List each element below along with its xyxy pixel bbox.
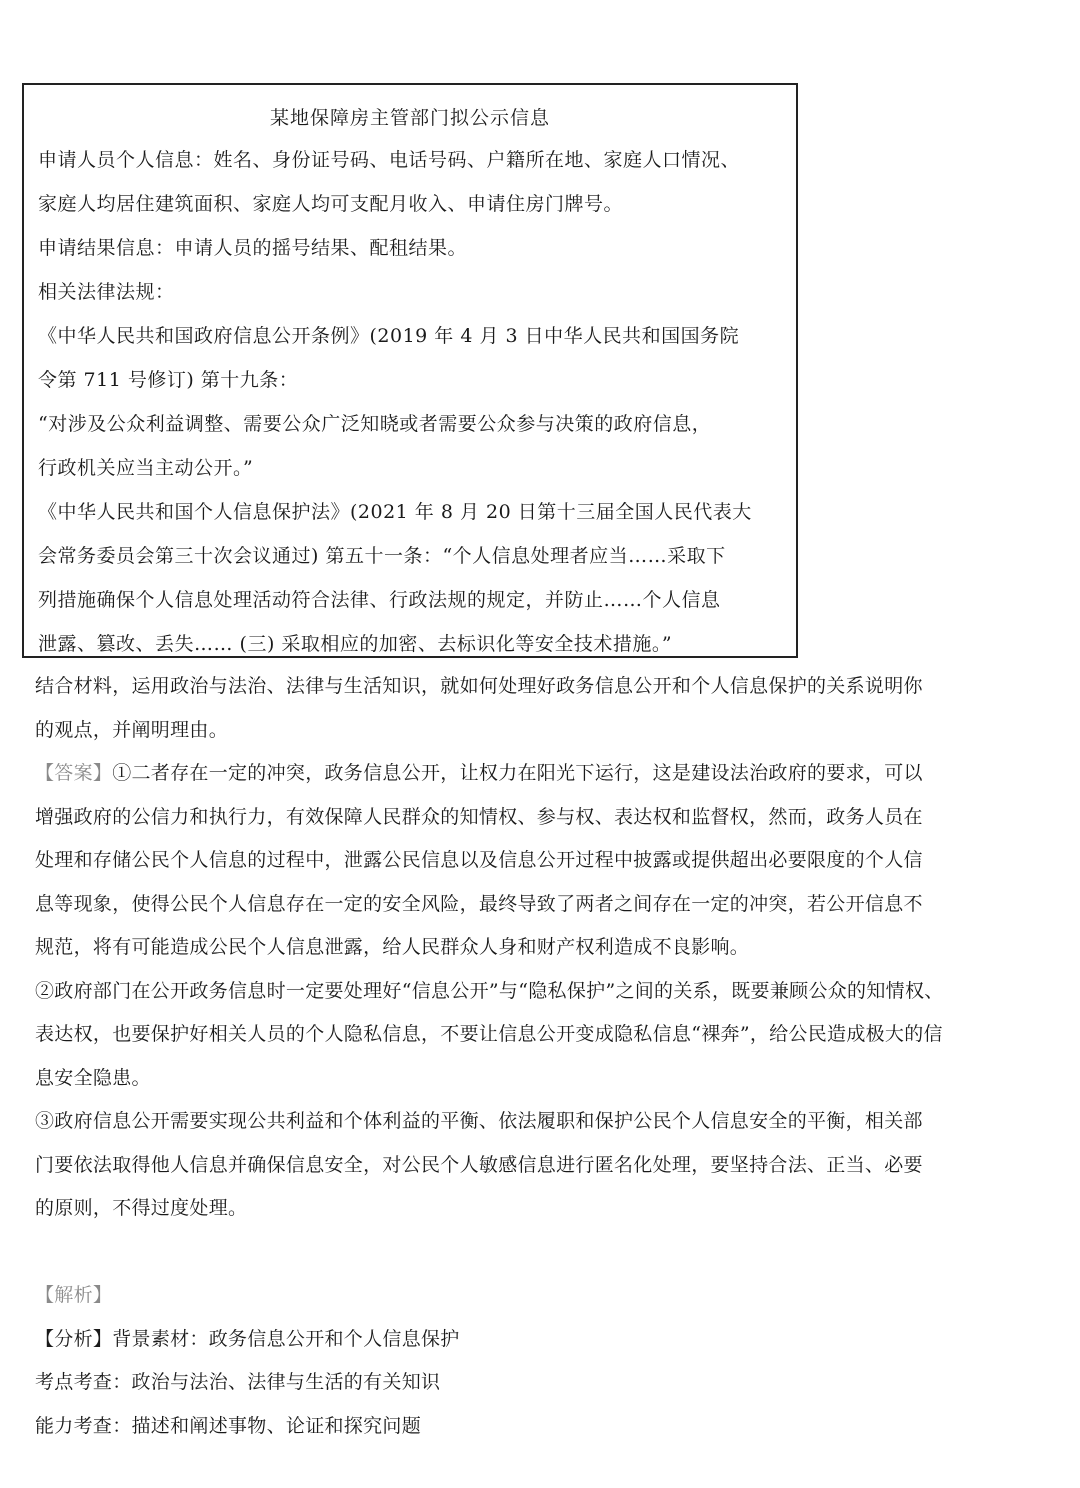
answer-line: [35, 1236, 1045, 1280]
notice-line: 《中华人民共和国个人信息保护法》(2021 年 8 月 20 日第十三届全国人民代表大: [38, 501, 752, 523]
analysis-line: 能力考查：描述和阐述事物、论证和探究问题: [35, 1414, 422, 1437]
notice-line: 列措施确保个人信息处理活动符合法律、行政法规的规定，并防止……个人信息: [38, 589, 721, 611]
notice-line: 申请人员个人信息：姓名、身份证号码、电话号码、户籍所在地、家庭人口情况、: [38, 149, 741, 171]
analysis-first-line: [35, 1323, 1045, 1367]
answer-line: 门要依法取得他人信息并确保信息安全，对公民个人敏感信息进行匿名化处理，要坚持合法、正当、必要: [35, 1153, 923, 1176]
notice-title: 某地保障房主管部门拟公示信息: [269, 107, 550, 129]
question-line: 结合材料，运用政治与法治、法律与生活知识，就如何处理好政务信息公开和个人信息保护的关系说明你: [35, 675, 923, 697]
answer-line: 息等现象，使得公民个人信息存在一定的安全风险，最终导致了两者之间存在一定的冲突，若公开信息不: [35, 892, 923, 915]
analysis-tag: 【解析】: [35, 1284, 113, 1306]
answer-line: 增强政府的公信力和执行力，有效保障人民群众的知情权、参与权、表达权和监督权，然而，政务人员在: [35, 805, 923, 828]
answer-text: ①二者存在一定的冲突，政务信息公开，让权力在阳光下运行，这是建设法治政府的要求，可以: [112, 762, 923, 784]
answer-line: 处理和存储公民个人信息的过程中，泄露公民信息以及信息公开过程中披露或提供超出必要限度的个人信: [35, 849, 923, 871]
notice-line: 会常务委员会第三十次会议通过) 第五十一条：“个人信息处理者应当……采取下: [38, 545, 726, 567]
notice-line: 申请结果信息：申请人员的摇号结果、配租结果。: [38, 237, 468, 259]
fenxi-tag: 【分析】: [35, 1327, 113, 1350]
notice-line: 《中华人民共和国政府信息公开条例》(2019 年 4 月 3 日中华人民共和国国务院: [38, 325, 740, 347]
notice-line: “对涉及公众利益调整、需要公众广泛知晓或者需要公众参与决策的政府信息，: [38, 413, 712, 435]
notice-box: [22, 83, 798, 658]
notice-line: 相关法律法规：: [38, 281, 175, 303]
question-answer-section: [35, 670, 1045, 1453]
answer-line: 表达权，也要保护好相关人员的个人隐私信息，不要让信息公开变成隐私信息“裸奔”，给公民造成极大的信: [35, 1023, 943, 1045]
notice-line: 家庭人均居住建筑面积、家庭人均可支配月收入、申请住房门牌号。: [38, 193, 624, 215]
notice-line: 行政机关应当主动公开。”: [38, 457, 254, 479]
answer-tag: 【答案】: [35, 762, 113, 784]
notice-line: 令第 711 号修订) 第十九条：: [38, 369, 299, 391]
answer-line: ③政府信息公开需要实现公共利益和个体利益的平衡、依法履职和保护公民个人信息安全的平衡，相关部: [35, 1110, 923, 1132]
notice-line: 泄露、篡改、丢失…… (三) 采取相应的加密、去标识化等安全技术措施。”: [38, 633, 673, 655]
fenxi-text: 背景素材：政务信息公开和个人信息保护: [112, 1327, 460, 1350]
notice-body: [38, 145, 790, 673]
question-line: 的观点，并阐明理由。: [35, 718, 229, 741]
answer-line: ②政府部门在公开政务信息时一定要处理好“信息公开”与“隐私保护”之间的关系，既要兼顾公众的知情权、: [35, 979, 944, 1002]
answer-first-line: [35, 757, 1045, 801]
answer-line: 规范，将有可能造成公民个人信息泄露，给人民群众人身和财产权利造成不良影响。: [35, 936, 750, 958]
analysis-line: 考点考查：政治与法治、法律与生活的有关知识: [35, 1371, 441, 1393]
answer-line: 息安全隐患。: [35, 1066, 151, 1089]
answer-line: 的原则，不得过度处理。: [35, 1197, 248, 1219]
